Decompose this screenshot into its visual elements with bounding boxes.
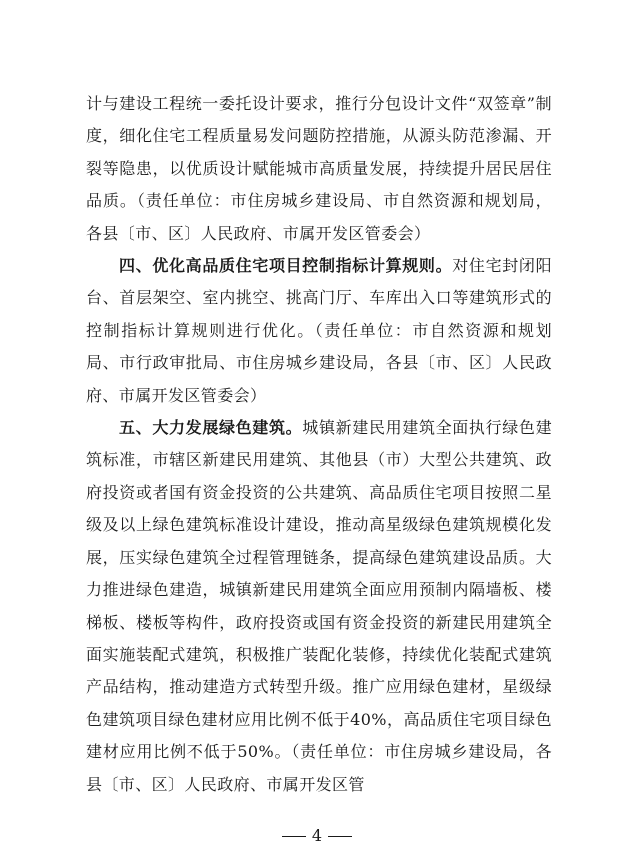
paragraph-section-four: [86, 250, 552, 412]
paragraph-text: 对住宅封闭阳台、首层架空、室内挑空、挑高门厅、车库出入口等建筑形式的控制指标计算规则进行优化。（责任单位：市自然资源和规划局、市行政审批局、市住房城乡建设局，各县〔市、区〕人民政府、市属开发区管委会）: [86, 256, 552, 405]
paragraph-text: 计与建设工程统一委托设计要求，推行分包设计文件“双签章”制度，细化住宅工程质量易发问题防控措施，从源头防范渗漏、开裂等隐患，以优质设计赋能城市高质量发展，持续提升居民居住品质。（责任单位：市住房城乡建设局、市自然资源和规划局，各县〔市、区〕人民政府、市属开发区管委会）: [86, 94, 552, 243]
page-footer: [0, 826, 634, 845]
section-heading: 四、优化高品质住宅项目控制指标计算规则。: [119, 256, 453, 276]
page-number: 4: [311, 826, 323, 845]
footer-dash-right: [328, 836, 352, 837]
paragraph-text: 城镇新建民用建筑全面执行绿色建筑标准，市辖区新建民用建筑、其他县（市）大型公共建筑、政府投资或者国有资金投资的公共建筑、高品质住宅项目按照二星级及以上绿色建筑标准设计建设，推动高星级绿色建筑规模化发展，压实绿色建筑全过程管理链条，提高绿色建筑建设品质。大力推进绿色建造，城镇新建民用建筑全面应用预制内隔墙板、楼梯板、楼板等构件，政府投资或国有资金投资的新建民用建筑全面实施装配式建筑，积极推广装配化装修，持续优化装配式建筑产品结构，推动建造方式转型升级。推广应用绿色建材，星级绿色建筑项目绿色建材应用比例不低于40%，高品质住宅项目绿色建材应用比例不低于50%。（责任单位：市住房城乡建设局，各县〔市、区〕人民政府、市属开发区管: [86, 418, 552, 794]
paragraph-section-five: [86, 412, 552, 801]
section-heading: 五、大力发展绿色建筑。: [119, 418, 303, 438]
footer-dash-left: [282, 836, 306, 837]
document-body: [86, 88, 552, 801]
paragraph-continuation: [86, 88, 552, 250]
